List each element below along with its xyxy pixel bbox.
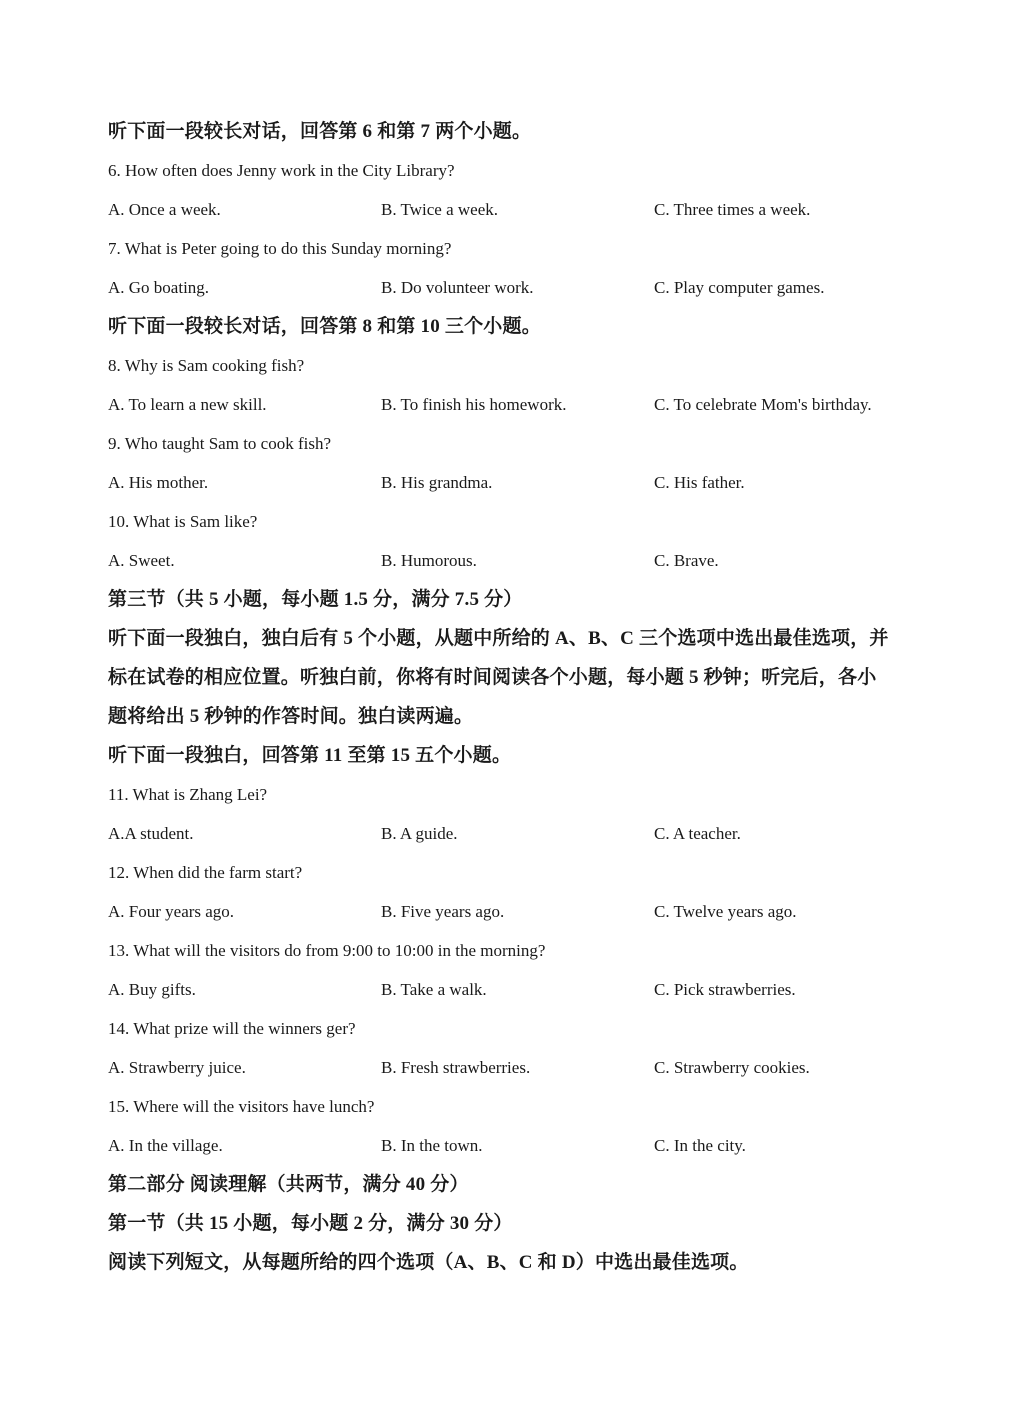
option-c: C. Play computer games. — [654, 278, 825, 297]
question-text: 12. When did the farm start? — [108, 863, 303, 882]
option-b: B. In the town. — [381, 1136, 483, 1155]
section-heading: 听下面一段较长对话，回答第 6 和第 7 两个小题。 — [108, 121, 532, 142]
section-heading: 第三节（共 5 小题，每小题 1.5 分，满分 7.5 分） — [108, 589, 523, 610]
option-b: B. Fresh strawberries. — [381, 1058, 531, 1077]
option-a: A. Go boating. — [108, 278, 210, 297]
option-b: B. Do volunteer work. — [381, 278, 534, 297]
question-text: 6. How often does Jenny work in the City Library? — [108, 161, 455, 180]
option-b: B. Twice a week. — [381, 200, 498, 219]
question-text: 11. What is Zhang Lei? — [108, 785, 268, 804]
option-c: C. To celebrate Mom's birthday. — [654, 395, 872, 414]
part-heading: 第二部分 阅读理解（共两节，满分 40 分） — [108, 1174, 469, 1195]
exam-page — [108, 112, 928, 1282]
question-text: 10. What is Sam like? — [108, 512, 258, 531]
section-heading: 听下面一段独白，回答第 11 至第 15 五个小题。 — [108, 745, 512, 766]
option-c: C. Pick strawberries. — [654, 980, 796, 999]
instruction-line: 题将给出 5 秒钟的作答时间。独白读两遍。 — [108, 706, 474, 727]
options-row — [108, 190, 928, 229]
section-heading: 第一节（共 15 小题，每小题 2 分，满分 30 分） — [108, 1213, 513, 1234]
options-row — [108, 892, 928, 931]
options-row — [108, 814, 928, 853]
option-b: B. To finish his homework. — [381, 395, 567, 414]
options-row — [108, 385, 928, 424]
option-a: A. Strawberry juice. — [108, 1058, 246, 1077]
option-b: B. Five years ago. — [381, 902, 505, 921]
options-row — [108, 541, 928, 580]
question-text: 15. Where will the visitors have lunch? — [108, 1097, 375, 1116]
option-b: B. Humorous. — [381, 551, 477, 570]
option-a: A. To learn a new skill. — [108, 395, 267, 414]
option-b: B. His grandma. — [381, 473, 493, 492]
option-c: C. In the city. — [654, 1136, 746, 1155]
instruction-line: 听下面一段独白，独白后有 5 个小题，从题中所给的 A、B、C 三个选项中选出最佳选项，并 — [108, 628, 889, 649]
option-a: A.A student. — [108, 824, 194, 843]
option-a: A. In the village. — [108, 1136, 223, 1155]
options-row — [108, 268, 928, 307]
option-a: A. His mother. — [108, 473, 209, 492]
options-row — [108, 970, 928, 1009]
question-text: 13. What will the visitors do from 9:00 to 10:00 in the morning? — [108, 941, 546, 960]
option-c: C. His father. — [654, 473, 745, 492]
option-a: A. Buy gifts. — [108, 980, 196, 999]
instruction-line: 阅读下列短文，从每题所给的四个选项（A、B、C 和 D）中选出最佳选项。 — [108, 1252, 749, 1273]
options-row — [108, 463, 928, 502]
question-text: 14. What prize will the winners ger? — [108, 1019, 356, 1038]
section-heading: 听下面一段较长对话，回答第 8 和第 10 三个小题。 — [108, 316, 541, 337]
option-a: A. Four years ago. — [108, 902, 235, 921]
option-b: B. Take a walk. — [381, 980, 487, 999]
option-c: C. A teacher. — [654, 824, 741, 843]
option-c: C. Three times a week. — [654, 200, 811, 219]
option-a: A. Once a week. — [108, 200, 221, 219]
options-row — [108, 1126, 928, 1165]
option-c: C. Strawberry cookies. — [654, 1058, 810, 1077]
options-row — [108, 1048, 928, 1087]
question-text: 8. Why is Sam cooking fish? — [108, 356, 305, 375]
question-text: 7. What is Peter going to do this Sunday morning? — [108, 239, 452, 258]
option-c: C. Brave. — [654, 551, 719, 570]
question-text: 9. Who taught Sam to cook fish? — [108, 434, 332, 453]
option-b: B. A guide. — [381, 824, 458, 843]
instruction-line: 标在试卷的相应位置。听独白前，你将有时间阅读各个小题，每小题 5 秒钟；听完后，各小 — [108, 667, 877, 688]
option-a: A. Sweet. — [108, 551, 175, 570]
option-c: C. Twelve years ago. — [654, 902, 797, 921]
